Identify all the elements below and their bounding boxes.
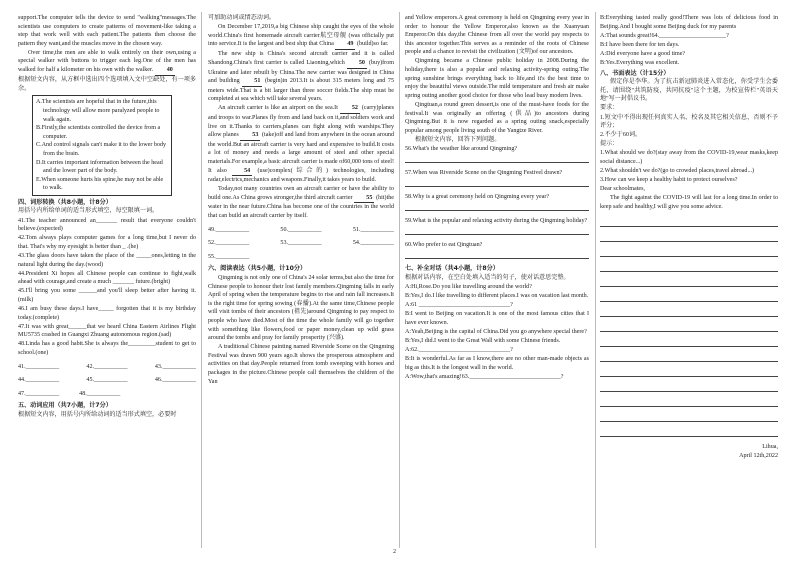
column-2 xyxy=(208,14,394,554)
answer-row xyxy=(18,363,196,372)
writing-line[interactable] xyxy=(600,413,778,422)
passage-text: Over time,the men are able to walk entirely on their own,using a special walker with buttons to trigger each leg.One of the men has walked for half a kilometer on his own with the walker. xyxy=(18,49,196,74)
question-item: 43.The glass doors have taken the place of the _____ones,letting in the natural light during the day.(wood) xyxy=(18,252,196,268)
passage-paragraph xyxy=(208,185,394,220)
dialogue-line: A:Hi,Rose.Do you like travelling around the world? xyxy=(405,284,532,291)
answer-slot[interactable]: 55.___________ xyxy=(208,253,250,260)
answer-blank-49[interactable]: 49 xyxy=(335,40,355,50)
passage-paragraph: A traditional Chinese painting named Riverside Scene on the Qingming Festival was drawn 900 years ago.It shows the prosperous atmosphere and activities on that day.People returned from tomb sweeping with horses and packages in the picture.Chinese people call themselves the children of the Yan xyxy=(208,344,394,385)
answer-slot[interactable]: 52.___________ xyxy=(208,240,250,247)
passage-text: (hit)the water in the near future.China has become one of the countries in the world that can build an aircraft carrier by itself. xyxy=(208,194,394,220)
passage-paragraph xyxy=(18,49,196,76)
column-divider xyxy=(399,12,400,548)
option-item: E.When someone hurts his spine,he may not be able to walk. xyxy=(36,176,164,192)
column-divider xyxy=(595,12,596,548)
requirement-item: 2.不少于60词。 xyxy=(600,132,642,139)
writing-line[interactable] xyxy=(600,308,778,317)
tip-item: 2.What shouldn't we do?(go to crowded places,travel abroad...) xyxy=(600,168,755,175)
dialogue-line[interactable]: A:62.______________________________? xyxy=(405,347,513,354)
passage-text: (begin)in 2013.It is about 315 meters long and 75 meters wide.That is a bit larger than three soccer fields.The ship must be completed at sea which will take several years. xyxy=(208,78,394,103)
section-title: 六、阅读表达（共5小题，计10分） xyxy=(208,265,307,273)
answer-row xyxy=(18,390,196,399)
passage-paragraph xyxy=(208,23,394,50)
instruction-text: 根据短文内容，从方框中选出四个选项填入文中空缺处，有一项多余。 xyxy=(18,77,196,92)
dialogue-line: A:Did everyone have a good time? xyxy=(600,50,686,57)
answer-line[interactable] xyxy=(405,178,589,187)
passage-text: (use)complex(综合的) technologies, including radar,electrics,mechanics and weapons.Finally,it takes years to build. xyxy=(208,167,394,184)
letter-date: April 12th,2022 xyxy=(739,452,778,459)
answer-line[interactable] xyxy=(405,226,589,235)
writing-line[interactable] xyxy=(600,233,778,242)
writing-line[interactable] xyxy=(600,428,778,437)
answer-slot[interactable]: 41.___________ xyxy=(18,363,60,370)
instruction-text: 根据短文内容，用括号内所给动词的适当形式填空，必要时 xyxy=(18,411,177,418)
letter-signature: Lihua, xyxy=(762,443,778,450)
question-item: 45.I'll bring you some ______and you'll sleep better after having it.(milk) xyxy=(18,288,196,303)
writing-line[interactable] xyxy=(600,323,778,332)
question-item: 59.What is the popular and relaxing activity during the Qingming holiday? xyxy=(405,218,588,225)
dialogue-line: A:Yeah,Beijing is the capital of China.Did you go anywhere special there? xyxy=(405,329,587,336)
writing-line[interactable] xyxy=(600,293,778,302)
option-item: B.Firstly,the scientists controlled the device from a computer. xyxy=(36,125,161,140)
question-item: 47.It was with great______that we heard China Eastern Airlines Flight MU5735 crashed in Guangxi Zhuang autonomous region.(sad) xyxy=(18,323,196,339)
option-item: C.And control signals can't make it to the lower body from the brain. xyxy=(36,142,167,157)
question-item: 58.Why is a great ceremony held on Qingming every year? xyxy=(405,194,550,201)
answer-row xyxy=(18,376,196,385)
writing-line[interactable] xyxy=(600,353,778,362)
instruction-text: 根据短文内容，回答下列问题。 xyxy=(415,136,501,143)
passage-paragraph: support.The computer tells the device to send "walking"messages.The scientists use computers to create patterns of movement-like taking a step that work well with each patient.The patients then choose the pattern they want,and the muscles move in the chosen way. xyxy=(18,15,196,47)
passage-text: (buy)from Ukraine and later rebuilt by China.The new carrier was designed in China and building xyxy=(208,59,394,85)
answer-slot[interactable]: 49.___________ xyxy=(208,226,250,233)
answer-row xyxy=(208,239,394,248)
answer-slot[interactable]: 51.___________ xyxy=(352,226,394,233)
letter-body: The fight against the COVID-19 will last for a long time.In order to keep safe and healthy,I will give you some advice. xyxy=(600,195,778,210)
passage-paragraph xyxy=(208,104,394,184)
column-4 xyxy=(600,14,778,554)
section-title: 五、动词应用（共7小题，计7分） xyxy=(18,402,112,410)
dialogue-line: B:Yes,I do.I like travelling to different places.I was on vacation last month. xyxy=(405,293,589,300)
dialogue-line: B:Everything tasted really good!There was lots of delicious food in Beijing.And I bought some Beijing duck for my parents xyxy=(600,15,778,30)
question-item: 57.When was Riverside Scene on the Qingming Festivel drawn? xyxy=(405,170,563,176)
section-title: 七、补全对话（共4小题，计8分） xyxy=(405,265,499,273)
column-3 xyxy=(405,14,589,554)
question-item: 44.President Xi hopes all Chinese people can continue to fight,walk ahead with courage,and create a much _______ future.(bright) xyxy=(18,270,196,286)
passage-text: (take)off and land from anywhere in the ocean around the world.But an aircraft carrier is very hard and expensive to build.It costs a lot of money and needs a large amount of steel and other special materials.For example,a basic aircraft carrier is made of60,000 tons of steel! It also xyxy=(208,132,394,174)
dialogue-line: B:I have been there for ten days. xyxy=(600,41,680,48)
answer-slot[interactable]: 46.___________ xyxy=(154,377,196,384)
option-item: D.It carries important information between the head and the lower part of the body. xyxy=(36,159,163,175)
passage-text: (build)so far. xyxy=(356,41,389,48)
answer-row xyxy=(208,253,394,262)
writing-line[interactable] xyxy=(600,398,778,407)
answer-blank-51[interactable]: 51 xyxy=(242,77,262,87)
dialogue-line: B:I went to Beijing on vacation.It is one of the most famous cities that I have ever known. xyxy=(405,311,589,326)
column-divider xyxy=(201,12,202,548)
dialogue-line[interactable]: A:Wow,that's amazing!63.______________________________? xyxy=(405,374,564,380)
answer-slot[interactable]: 50.___________ xyxy=(280,226,322,233)
question-item: 56.What's the weather like around Qingming? xyxy=(405,145,518,152)
instruction-text: 可加助动词或情态动词。 xyxy=(208,15,276,21)
answer-slot[interactable]: 47.___________ xyxy=(18,390,60,397)
dialogue-line[interactable]: A:That sounds great!64.______________________? xyxy=(600,32,729,39)
answer-slot[interactable]: 42.___________ xyxy=(86,363,128,370)
answer-slot[interactable]: 45.___________ xyxy=(86,377,128,384)
writing-prompt: 假定你是李华。为了抗击新冠肺炎进入常态化，你受学生会委托，请围绕"共筑防疫，共同抗疫"这个主题，为校宣传栏"英语天地"写一封倡议书。 xyxy=(600,79,778,103)
passage-paragraph: Qingtuan,a round green dessert,is one of the must-have foods for the festival.It was originally an offering (供品)to ancestors during Qingming.But it is now regarded as a spring outing snack,especially popular among people living south of the Yangtze River. xyxy=(405,101,589,134)
answer-slot[interactable]: 53.___________ xyxy=(280,240,322,247)
writing-line[interactable] xyxy=(600,383,778,392)
requirements-label: 要求： xyxy=(600,105,619,112)
passage-text: An aircraft carrier is like an airport on the sea.It xyxy=(218,105,338,112)
writing-line[interactable] xyxy=(600,263,778,272)
letter-greeting: Dear schoolmates, xyxy=(600,186,646,193)
answer-blank-52[interactable]: 52 xyxy=(340,104,360,114)
answer-slot[interactable]: 43.___________ xyxy=(154,363,196,370)
tip-item: 1.What should we do?(stay away from the COVID-19,wear masks,keep social distance...) xyxy=(600,150,778,165)
question-item: 46.I am busy these days.I have_____ forgotten that it is my birthday today.(complete) xyxy=(18,306,196,321)
answer-slot[interactable]: 44.___________ xyxy=(18,377,60,384)
writing-line[interactable] xyxy=(600,218,778,227)
question-item: 41.The teacher announced an_______ result that everyone couldn't believe.(expected) xyxy=(18,217,196,233)
passage-paragraph: Qingming became a Chinese public holiday in 2008.During the holiday,there is also a popular and relaxing activity-spring outing.The spring sunshine brings everything back to life,and it's the best time to enjoy the beautiful views outside.The mild temperature and fresh air make spring outing another good choice for those who lead busy modern lives. xyxy=(405,58,589,99)
dialogue-line: B:Yes.Everything was excellent. xyxy=(600,59,680,66)
passage-text: Today,not many countries own an aircraft carrier or have the ability to build one.As China grows stronger,the third aircraft carrier xyxy=(208,186,394,201)
requirement-item: 1.短文中不得出现任何真实人名、校名及其它相关信息，否则不予评分； xyxy=(600,114,778,130)
writing-line[interactable] xyxy=(600,248,778,257)
answer-blank-50[interactable]: 50 xyxy=(347,59,367,69)
answer-slot[interactable]: 54.___________ xyxy=(352,240,394,247)
option-item: A.The scientists are hopeful that in the future,this technology will allow more paralyzed people to walk again. xyxy=(36,99,160,123)
answer-blank-40[interactable]: 40 xyxy=(155,66,175,76)
options-box xyxy=(32,95,172,196)
writing-line[interactable] xyxy=(600,278,778,287)
dialogue-line: B:It is wonderful.As far as I know,there are no other man-made objects as big as this.It is the longest wall in the world. xyxy=(405,356,589,371)
section-title: 四、词形转换（共8小题，计8分） xyxy=(18,198,112,206)
answer-line[interactable] xyxy=(405,202,589,211)
question-item: 42.Tom always plays computer games for a long time,but I never do that. That's why my eyesight is better than _ .(he) xyxy=(18,235,196,250)
passage-text: On December 17,2019,a big Chinese ship caught the eyes of the whole world.China's first homemade aircraft carrier航空母舰 (was officially put into service.It is the largest and best ship that China xyxy=(208,24,394,48)
tip-item: 3.How can we keep a healthy habit to protect ourselves? xyxy=(600,177,738,184)
answer-blank-53[interactable]: 53 xyxy=(240,131,260,141)
answer-line[interactable] xyxy=(405,154,589,163)
instruction-text: 根据对话内容，在空白处填入适当的句子，使对话意思完整。 xyxy=(405,274,570,281)
instruction-text: 用括号内所给单词的适当形式填空，每空限填一词。 xyxy=(18,208,159,215)
question-item: 60.Who prefer to eat Qingtuan? xyxy=(405,242,483,249)
question-item: 48.Linda has a good habit.She is always the_________student to get to school.(one) xyxy=(18,341,196,356)
answer-slot[interactable]: 48.___________ xyxy=(79,390,121,397)
answer-row xyxy=(208,226,394,235)
section-title: 八、书面表达（计15分） xyxy=(600,69,670,77)
passage-text: (carry)planes and troops to war.Planes fly from and land back on it,and soldiers work and live on it.Thanks to carriers,planes can fight along with warships.They allow planes xyxy=(208,105,394,139)
tips-label: 提示： xyxy=(600,141,619,148)
dialogue-line[interactable]: A:61 ______________________________? xyxy=(405,302,513,309)
passage-text: The new ship is China's second aircraft carrier and it is called Shandong.China's first carrier is called Liaoning,which xyxy=(208,51,394,66)
writing-area[interactable] xyxy=(600,218,778,437)
answer-blank-54[interactable]: 54 xyxy=(232,167,252,177)
dialogue-line: B:Yes,I did.I went to the Great Wall with some Chinese friends. xyxy=(405,338,561,345)
page-number: 2 xyxy=(393,549,396,555)
answer-line[interactable] xyxy=(405,250,589,259)
passage-paragraph: and Yellow emperors.A great ceremony is held on Qingming every year in order to honour the Yellow Emperor,also known as the Xuanyuan Emperor.On this day,the Chinese from all over the world pay respects to this ancestor together.This serves as a reminder of the roots of Chinese people and a chance to revisit the civilization (文明)of our ancestors. xyxy=(405,15,589,56)
passage-paragraph: Qingming is not only one of China's 24 solar terms,but also the time for Chinese people to honour their lost family members.Qingming falls in early April of spring when the temperature begins to rise and rain fall increases.It is the right time for spring sowing (春播).At the same time,Chinese people will visit tombs of their ancestors (祖先)around Qingming to pay respect to people who have died.Most of the time the whole family will go together with something like flowers,food or paper money,clean up wild grass around the tombs and pray for family prosperity (兴盛). xyxy=(208,275,394,342)
writing-line[interactable] xyxy=(600,368,778,377)
passage-paragraph xyxy=(208,50,394,104)
column-1 xyxy=(18,14,196,554)
writing-line[interactable] xyxy=(600,338,778,347)
answer-blank-55[interactable]: 55 xyxy=(354,194,374,204)
